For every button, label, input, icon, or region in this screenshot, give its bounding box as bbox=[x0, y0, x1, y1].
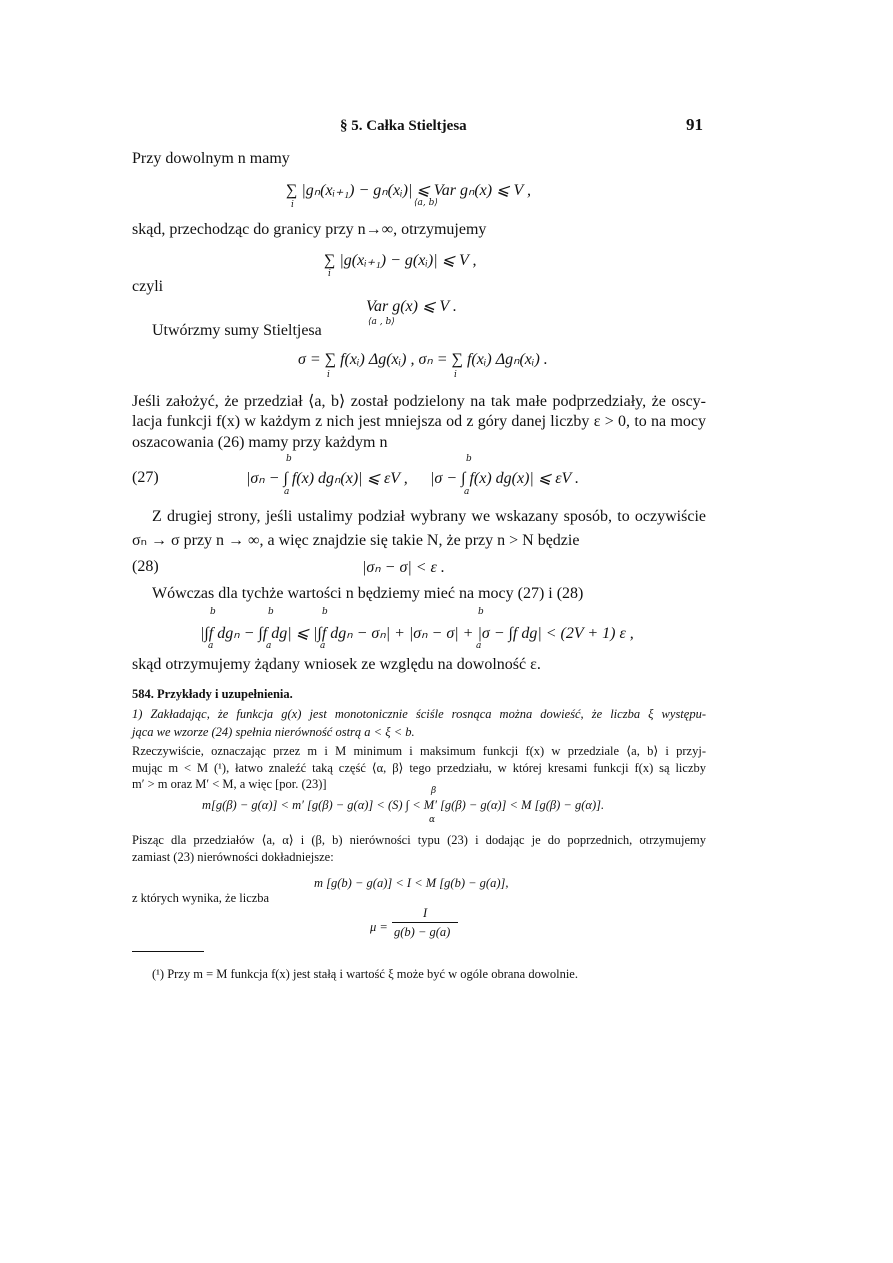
paragraph-line: Z drugiej strony, jeśli ustalimy podział wybrany we wskazany sposób, to oczywiście bbox=[152, 508, 706, 525]
paragraph-line: oszacowania (26) mamy przy każdym n bbox=[132, 434, 388, 451]
equation-subscript: i bbox=[291, 200, 294, 210]
text-line: skąd, przechodząc do granicy przy n→∞, otrzymujemy bbox=[132, 221, 487, 238]
section-heading: 584. Przykłady i uzupełnienia. bbox=[132, 687, 293, 701]
integral-upper-limit: β bbox=[431, 786, 437, 796]
page-number: 91 bbox=[686, 115, 703, 134]
paragraph-line: Pisząc dla przedziałów ⟨a, α⟩ i (β, b) nierówności typu (23) i dodając je do poprzednich, otrzymujemy bbox=[132, 833, 706, 847]
integral-upper-limit: b bbox=[322, 607, 328, 617]
paragraph-line: 1) Zakładając, że funkcja g(x) jest monotonicznie ściśle rosnąca można dowieść, że liczba ξ występu- bbox=[132, 707, 706, 721]
equation-subscript: ⟨a, b⟩ bbox=[414, 198, 438, 208]
equation: Var g(x) ⩽ V . bbox=[366, 298, 457, 315]
paragraph-line: z których wynika, że liczba bbox=[132, 891, 270, 905]
equation-lhs: μ = bbox=[370, 920, 388, 934]
paragraph-line: Rzeczywiście, oznaczając przez m i M minimum i maksimum funkcji f(x) w przedziale ⟨a, b⟩ i przyj- bbox=[132, 744, 706, 758]
equation-subscript: i bbox=[327, 370, 330, 380]
paragraph-line: zamiast (23) nierówności dokładniejsze: bbox=[132, 850, 334, 864]
integral-upper-limit: b bbox=[286, 454, 292, 464]
paragraph-line: lacja funkcji f(x) w każdym z nich jest mniejsza od z góry danej liczby ε > 0, to na mocy bbox=[132, 413, 706, 430]
equation-number: (28) bbox=[132, 558, 159, 575]
equation: σ = ∑ f(xᵢ) Δg(xᵢ) , σₙ = ∑ f(xᵢ) Δgₙ(xᵢ) . bbox=[298, 351, 548, 368]
integral-upper-limit: b bbox=[210, 607, 216, 617]
equation: ∑ |g(xᵢ₊₁) − g(xᵢ)| ⩽ V , bbox=[324, 252, 477, 269]
equation-subscript: i bbox=[328, 269, 331, 279]
footnote: (¹) Przy m = M funkcja f(x) jest stałą i wartość ξ może być w ogóle obrana dowolnie. bbox=[152, 967, 578, 981]
running-header: § 5. Całka Stieltjesa bbox=[340, 118, 467, 134]
integral-lower-limit: a bbox=[464, 487, 470, 497]
equation-subscript: ⟨a , b⟩ bbox=[368, 317, 395, 327]
paragraph-line: Wówczas dla tychże wartości n będziemy mieć na mocy (27) i (28) bbox=[152, 585, 584, 602]
text-line: Przy dowolnym n mamy bbox=[132, 150, 290, 167]
integral-upper-limit: b bbox=[268, 607, 274, 617]
equation: m[g(β) − g(α)] < m′ [g(β) − g(α)] < (S) ∫ < M′ [g(β) − g(α)] < M [g(β) − g(α)]. bbox=[202, 798, 605, 812]
equation: |σₙ − ∫ f(x) dgₙ(x)| ⩽ εV , bbox=[246, 470, 408, 487]
integral-lower-limit: a bbox=[208, 641, 214, 651]
text-line: Utwórzmy sumy Stieltjesa bbox=[152, 322, 322, 339]
integral-lower-limit: a bbox=[320, 641, 326, 651]
equation: |∫f dgₙ − ∫f dg| ⩽ |∫f dgₙ − σₙ| + |σₙ − σ| + |σ − ∫f dg| < (2V + 1) ε , bbox=[200, 625, 634, 642]
paragraph-line: jąca we wzorze (24) spełnia nierówność ostrą a < ξ < b. bbox=[132, 725, 415, 739]
integral-lower-limit: a bbox=[266, 641, 272, 651]
fraction-denominator: g(b) − g(a) bbox=[394, 925, 451, 939]
footnote-rule bbox=[132, 951, 204, 952]
paragraph-line: m′ > m oraz M′ < M, a więc [por. (23)] bbox=[132, 777, 327, 791]
equation: m [g(b) − g(a)] < I < M [g(b) − g(a)], bbox=[314, 876, 509, 890]
equation: |σ − ∫ f(x) dg(x)| ⩽ εV . bbox=[430, 470, 580, 487]
paragraph-line: skąd otrzymujemy żądany wniosek ze względu na dowolność ε. bbox=[132, 656, 541, 673]
integral-lower-limit: α bbox=[429, 815, 436, 825]
equation: ∑ |gₙ(xᵢ₊₁) − gₙ(xᵢ)| ⩽ Var gₙ(x) ⩽ V , bbox=[286, 182, 531, 199]
integral-upper-limit: b bbox=[478, 607, 484, 617]
fraction-bar bbox=[392, 922, 458, 923]
paragraph-line: mując m < M (¹), łatwo znaleźć taką część ⟨α, β⟩ tego przedziału, w której kresami funkcji f(x) są liczby bbox=[132, 761, 706, 775]
equation-subscript: i bbox=[454, 370, 457, 380]
integral-lower-limit: a bbox=[284, 487, 290, 497]
integral-lower-limit: a bbox=[476, 641, 482, 651]
integral-upper-limit: b bbox=[466, 454, 472, 464]
fraction-numerator: I bbox=[423, 906, 428, 920]
text-line: czyli bbox=[132, 278, 164, 295]
equation-number: (27) bbox=[132, 469, 159, 486]
equation: |σₙ − σ| < ε . bbox=[362, 559, 445, 576]
paragraph-line: Jeśli założyć, że przedział ⟨a, b⟩ został podzielony na tak małe podprzedziały, że oscy- bbox=[132, 393, 706, 410]
paragraph-line: σₙ → σ przy n → ∞, a więc znajdzie się takie N, że przy n > N będzie bbox=[132, 532, 580, 549]
